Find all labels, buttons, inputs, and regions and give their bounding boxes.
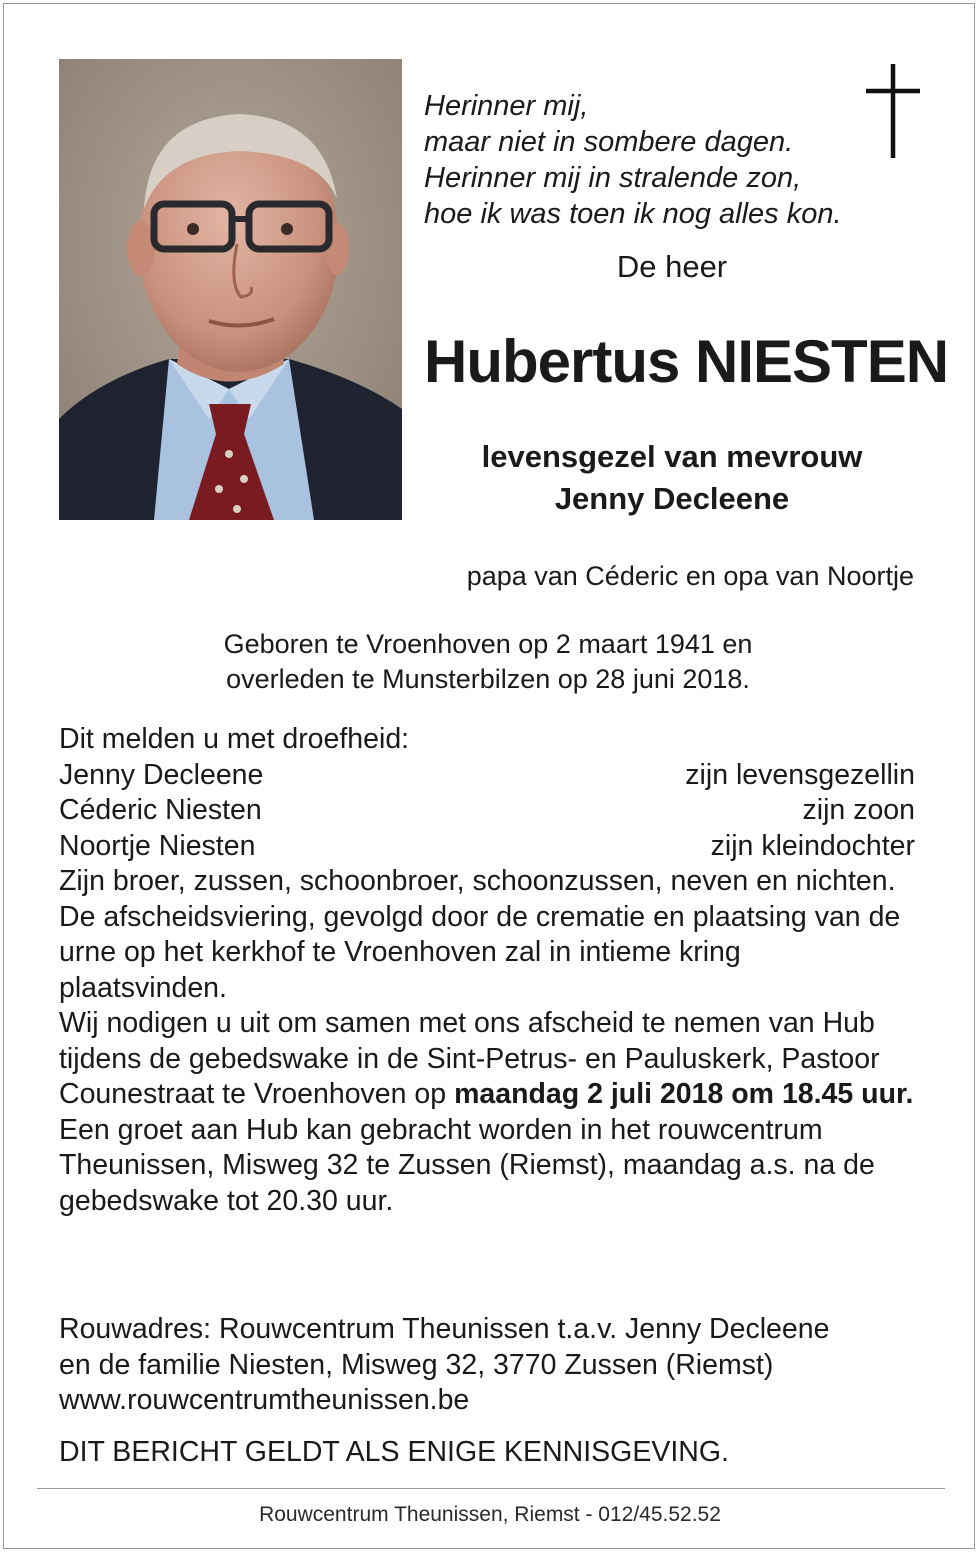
mourning-address <box>59 1312 929 1419</box>
vigil-description: Wij nodigen u uit om samen met ons afscheid te nemen van Hub tijdens de gebedswake in de Sint-Petrus- en Pauluskerk, Pastoor Counestraat te Vroenhoven op <box>59 1007 880 1110</box>
mourner-row <box>59 829 915 865</box>
portrait-photo <box>59 59 402 520</box>
mourner-row <box>59 793 915 829</box>
mourner-row <box>59 758 915 794</box>
family-line: Zijn broer, zussen, schoonbroer, schoonzussen, neven en nichten. <box>59 865 896 897</box>
spouse-name: Jenny Decleene <box>554 481 790 516</box>
website-link[interactable]: www.rouwcentrumtheunissen.be <box>59 1384 470 1416</box>
memorial-poem <box>424 88 874 232</box>
title-prefix: De heer <box>616 249 728 284</box>
announcement-intro: Dit melden u met droefheid: <box>59 723 410 755</box>
footer-divider <box>37 1488 945 1489</box>
mourner-name: Noortje Niesten <box>59 829 256 862</box>
poem-line: maar niet in sombere dagen. <box>424 126 794 158</box>
mourner-relation: zijn zoon <box>802 794 915 826</box>
address-line: en de familie Niesten, Misweg 32, 3770 Zussen (Riemst) <box>59 1348 774 1381</box>
greeting-text: Een groet aan Hub kan gebracht worden in het rouwcentrum Theunissen, Misweg 32 te Zussen (Riemst), maandag a.s. na de gebedswake tot 20.30 uur. <box>59 1113 875 1217</box>
poem-line: Herinner mij in stralende zon, <box>424 162 802 194</box>
footer-funeral-home: Rouwcentrum Theunissen, Riemst - 012/45.52.52 <box>259 1503 721 1526</box>
announcement-body <box>59 722 915 1219</box>
death-line: overleden te Munsterbilzen op 28 juni 2018. <box>226 664 750 694</box>
vigil-date: maandag 2 juli 2018 om 18.45 uur. <box>454 1078 914 1110</box>
sole-notice: DIT BERICHT GELDT ALS ENIGE KENNISGEVING. <box>59 1436 729 1468</box>
mourner-name: Céderic Niesten <box>59 794 262 826</box>
mourner-name: Jenny Decleene <box>59 758 264 791</box>
children-line: papa van Céderic en opa van Noortje <box>466 561 914 591</box>
address-line: Rouwadres: Rouwcentrum Theunissen t.a.v. Jenny Decleene <box>59 1313 830 1345</box>
spouse-line: levensgezel van mevrouw <box>481 439 863 474</box>
ceremony-text: De afscheidsviering, gevolgd door de crematie en plaatsing van de urne op het kerkhof te Vroenhoven zal in intieme kring plaatsvinden. <box>59 900 901 1004</box>
birth-death-dates <box>40 627 936 697</box>
birth-line: Geboren te Vroenhoven op 2 maart 1941 en <box>223 629 753 659</box>
poem-line: hoe ik was toen ik nog alles kon. <box>424 198 842 230</box>
mourner-relation: zijn kleindochter <box>710 829 915 862</box>
spouse-block <box>424 436 920 520</box>
vigil-text <box>59 1006 915 1113</box>
mourner-relation: zijn levensgezellin <box>685 758 915 791</box>
deceased-name: Hubertus NIESTEN <box>424 328 949 395</box>
poem-line: Herinner mij, <box>424 90 589 122</box>
